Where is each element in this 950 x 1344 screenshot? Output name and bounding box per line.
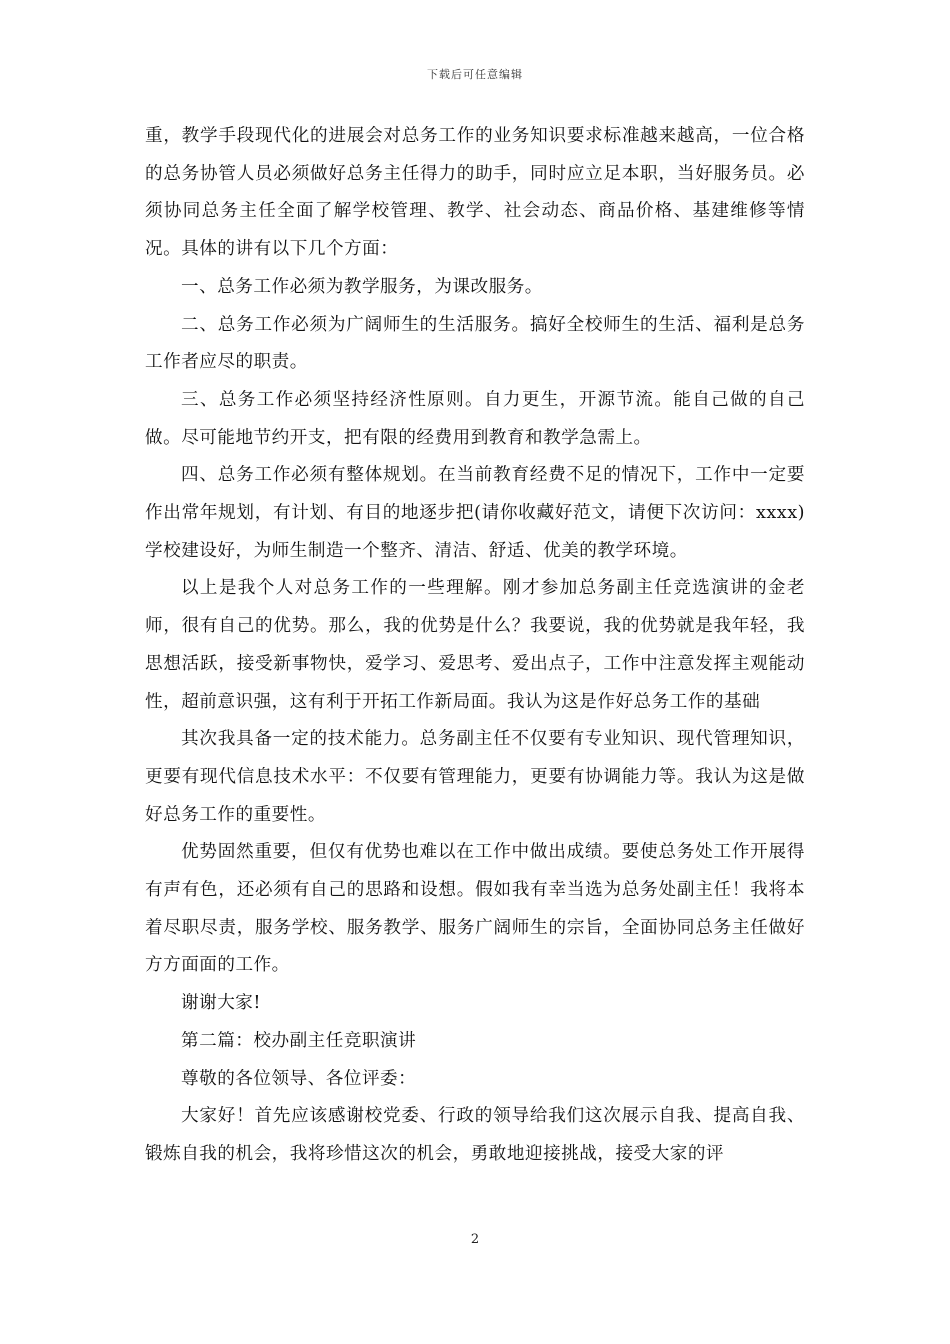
paragraph: 其次我具备一定的技术能力。总务副主任不仅要有专业知识、现代管理知识，更要有现代信息技术水平：不仅要有管理能力，更要有协调能力等。我认为这是做好总务工作的重要性。	[145, 729, 805, 825]
page-header: 下载后可任意编辑	[427, 68, 523, 81]
document-body	[145, 118, 805, 1174]
paragraph: 以上是我个人对总务工作的一些理解。刚才参加总务副主任竞选演讲的金老师，很有自己的优势。那么，我的优势是什么？我要说，我的优势就是我年轻，我思想活跃，接受新事物快，爱学习、爱思考、爱出点子，工作中注意发挥主观能动性，超前意识强，这有利于开拓工作新局面。我认为这是作好总务工作的基础	[145, 578, 805, 712]
paragraph: 一、总务工作必须为教学服务，为课改服务。	[181, 276, 543, 297]
paragraph: 三、总务工作必须坚持经济性原则。自力更生，开源节流。能自己做的自己做。尽可能地节约开支，把有限的经费用到教育和教学急需上。	[145, 389, 805, 448]
paragraph: 二、总务工作必须为广阔师生的生活服务。搞好全校师生的生活、福利是总务工作者应尽的职责。	[145, 314, 805, 373]
paragraph: 大家好！首先应该感谢校党委、行政的领导给我们这次展示自我、提高自我、锻炼自我的机会，我将珍惜这次的机会，勇敢地迎接挑战，接受大家的评	[145, 1106, 805, 1164]
paragraph: 四、总务工作必须有整体规划。在当前教育经费不足的情况下，工作中一定要作出常年规划，有计划、有目的地逐步把(请你收藏好范文，请便下次访问：xxxx)学校建设好，为师生制造一个整齐、清洁、舒适、优美的教学环境。	[145, 465, 805, 561]
salutation: 尊敬的各位领导、各位评委：	[181, 1068, 417, 1089]
paragraph: 重，教学手段现代化的进展会对总务工作的业务知识要求标准越来越高，一位合格的总务协管人员必须做好总务主任得力的助手，同时应立足本职，当好服务员。必须协同总务主任全面了解学校管理、教学、社会动态、商品价格、基建维修等情况。具体的讲有以下几个方面：	[145, 126, 805, 260]
paragraph: 优势固然重要，但仅有优势也难以在工作中做出成绩。要使总务处工作开展得有声有色，还必须有自己的思路和设想。假如我有幸当选为总务处副主任！我将本着尽职尽责，服务学校、服务教学、服务广阔师生的宗旨，全面协同总务主任做好方方面面的工作。	[145, 842, 805, 976]
paragraph: 谢谢大家!	[181, 993, 261, 1014]
section-heading: 第二篇：校办副主任竞职演讲	[181, 1030, 417, 1051]
page-number: 2	[470, 1232, 480, 1247]
